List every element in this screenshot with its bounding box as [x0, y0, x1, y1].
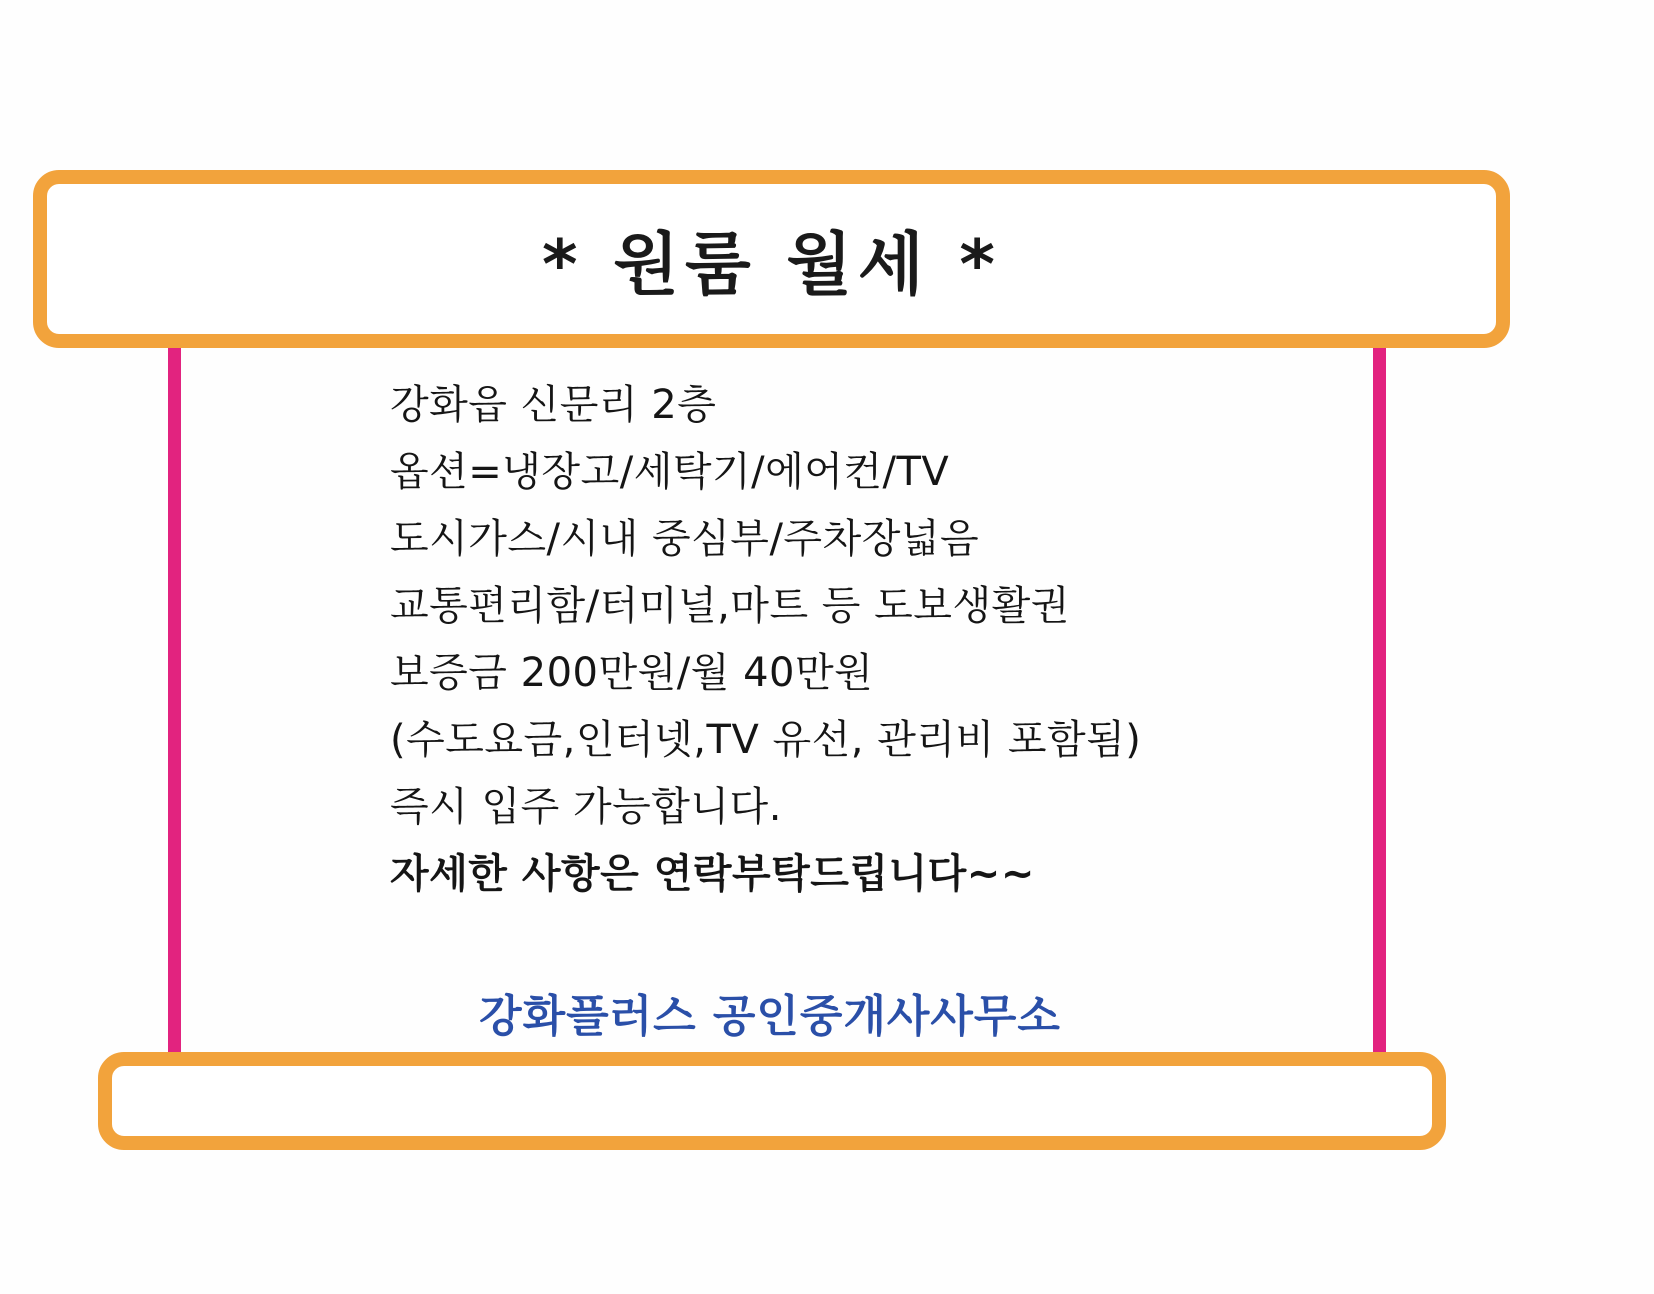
- body-line: 자세한 사항은 연락부탁드립니다~~: [390, 851, 1035, 897]
- body-line: 보증금 200만원/월 40만원: [390, 650, 874, 696]
- body-line: 교통편리함/터미널,마트 등 도보생활권: [390, 583, 1070, 629]
- flyer-body-text: [390, 372, 1370, 908]
- body-line: (수도요금,인터넷,TV 유선, 관리비 포함됨): [390, 717, 1142, 763]
- orange-bottom-banner: [98, 1052, 1446, 1150]
- agency-name: 강화플러스 공인중개사사무소: [479, 991, 1061, 1042]
- orange-title-banner: [33, 170, 1510, 348]
- body-line: 강화읍 신문리 2층: [390, 382, 717, 428]
- body-line: 즉시 입주 가능합니다.: [390, 784, 782, 830]
- body-line: 옵션=냉장고/세탁기/에어컨/TV: [390, 449, 950, 495]
- body-line: 도시가스/시내 중심부/주차장넓음: [390, 516, 980, 562]
- flyer-title: * 원룸 월세 *: [542, 225, 1001, 305]
